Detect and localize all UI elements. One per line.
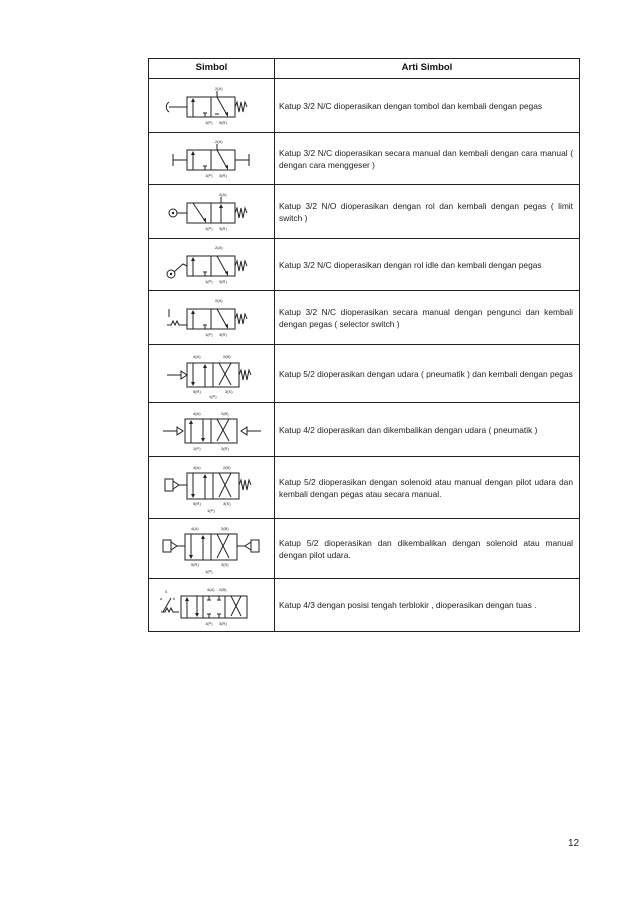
row-meaning: Katup 5/2 dioperasikan dan dikembalikan dengan solenoid atau manual dengan pilot udara. (279, 537, 573, 560)
row-meaning: Katup 3/2 N/C dioperasikan secara manual dengan pengunci dan kembali dengan pegas ( selector switch ) (279, 306, 573, 329)
valve-52-pneumatic-spring-symbol (149, 345, 274, 402)
page-number: 12 (568, 838, 580, 849)
svg-text:4(A): 4(A) (193, 410, 201, 416)
svg-text:1(P): 1(P) (205, 225, 213, 231)
row-meaning: Katup 5/2 dioperasikan dengan solenoid atau manual dengan pilot udara dan kembali dengan pegas atau secara manual. (279, 476, 573, 499)
svg-text:3(S): 3(S) (223, 500, 231, 506)
svg-text:5(R): 5(R) (193, 388, 201, 394)
svg-text:3(R): 3(R) (219, 225, 227, 231)
table-row (149, 79, 579, 133)
svg-text:2(B): 2(B) (223, 353, 231, 359)
svg-text:1(P): 1(P) (205, 331, 213, 337)
svg-text:3(R): 3(R) (221, 445, 229, 451)
table-row (149, 579, 579, 631)
svg-text:5(R): 5(R) (191, 561, 199, 567)
svg-text:2(B): 2(B) (221, 525, 229, 531)
svg-text:1(P): 1(P) (205, 172, 213, 178)
row-meaning: Katup 3/2 N/C dioperasikan secara manual dan kembali dengan cara manual ( dengan cara menggeser ) (279, 147, 573, 170)
svg-text:b: b (173, 596, 176, 601)
svg-text:2(A): 2(A) (215, 297, 223, 303)
svg-text:3(S): 3(S) (225, 388, 233, 394)
svg-text:1(P): 1(P) (205, 568, 213, 574)
table-row (149, 345, 579, 403)
svg-text:5(R): 5(R) (193, 500, 201, 506)
row-meaning: Katup 3/2 N/O dioperasikan dengan rol dan kembali dengan pegas ( limit switch ) (279, 200, 573, 223)
svg-text:4(A): 4(A) (193, 353, 201, 359)
svg-text:3(R): 3(R) (219, 278, 227, 284)
valve-32-manual-slide-symbol (149, 133, 274, 184)
svg-text:3(R): 3(R) (219, 621, 227, 626)
valve-52-double-solenoid-symbol (149, 519, 274, 578)
svg-text:a: a (160, 596, 163, 601)
table-row (149, 239, 579, 291)
valve-32-selector-switch-symbol (149, 291, 274, 344)
svg-text:2(A): 2(A) (215, 85, 223, 91)
table-row (149, 403, 579, 457)
header-meaning: Arti Simbol (401, 62, 453, 73)
valve-32-button-spring-symbol (149, 79, 274, 132)
table-row (149, 457, 579, 519)
symbol-table (148, 58, 580, 632)
row-meaning: Katup 3/2 N/C dioperasikan dengan tombol dan kembali dengan pegas (279, 100, 543, 111)
svg-text:1(P): 1(P) (207, 507, 215, 513)
svg-text:2(B): 2(B) (223, 464, 231, 470)
valve-32-roller-spring-symbol (149, 185, 274, 238)
svg-text:3(R): 3(R) (219, 119, 227, 125)
header-symbol: Simbol (195, 62, 228, 73)
table-header (149, 59, 579, 79)
svg-text:3(R): 3(R) (219, 172, 227, 178)
valve-52-solenoid-spring-symbol (149, 457, 274, 518)
table-row (149, 185, 579, 239)
svg-text:1(P): 1(P) (193, 445, 201, 451)
svg-text:3(R): 3(R) (219, 331, 227, 337)
svg-text:1(P): 1(P) (209, 393, 217, 399)
svg-text:2(A): 2(A) (215, 138, 223, 144)
valve-42-pneumatic-symbol (149, 403, 274, 456)
svg-text:4(A): 4(A) (193, 464, 201, 470)
svg-text:2(B): 2(B) (219, 587, 227, 592)
svg-text:0: 0 (165, 589, 168, 594)
table-row (149, 519, 579, 579)
svg-text:1(P): 1(P) (205, 621, 213, 626)
svg-text:1(P): 1(P) (205, 119, 213, 125)
row-meaning: Katup 3/2 N/C dioperasikan dengan rol idle dan kembali dengan pegas (279, 259, 542, 270)
row-meaning: Katup 4/3 dengan posisi tengah terblokir , dioperasikan dengan tuas . (279, 600, 537, 610)
valve-32-idle-roller-symbol (149, 239, 274, 290)
table-row (149, 133, 579, 185)
row-meaning: Katup 4/2 dioperasikan dan dikembalikan dengan udara ( pneumatik ) (279, 424, 538, 435)
table-row (149, 291, 579, 345)
svg-text:2(A): 2(A) (219, 191, 227, 197)
svg-text:1(P): 1(P) (205, 278, 213, 284)
row-meaning: Katup 5/2 dioperasikan dengan udara ( pneumatik ) dan kembali dengan pegas (279, 368, 573, 379)
svg-text:4(A): 4(A) (207, 587, 215, 592)
svg-text:4(A): 4(A) (191, 525, 199, 531)
valve-43-lever-symbol (149, 579, 274, 631)
svg-text:3(S): 3(S) (221, 561, 229, 567)
svg-text:2(B): 2(B) (221, 410, 229, 416)
svg-text:2(A): 2(A) (215, 244, 223, 250)
